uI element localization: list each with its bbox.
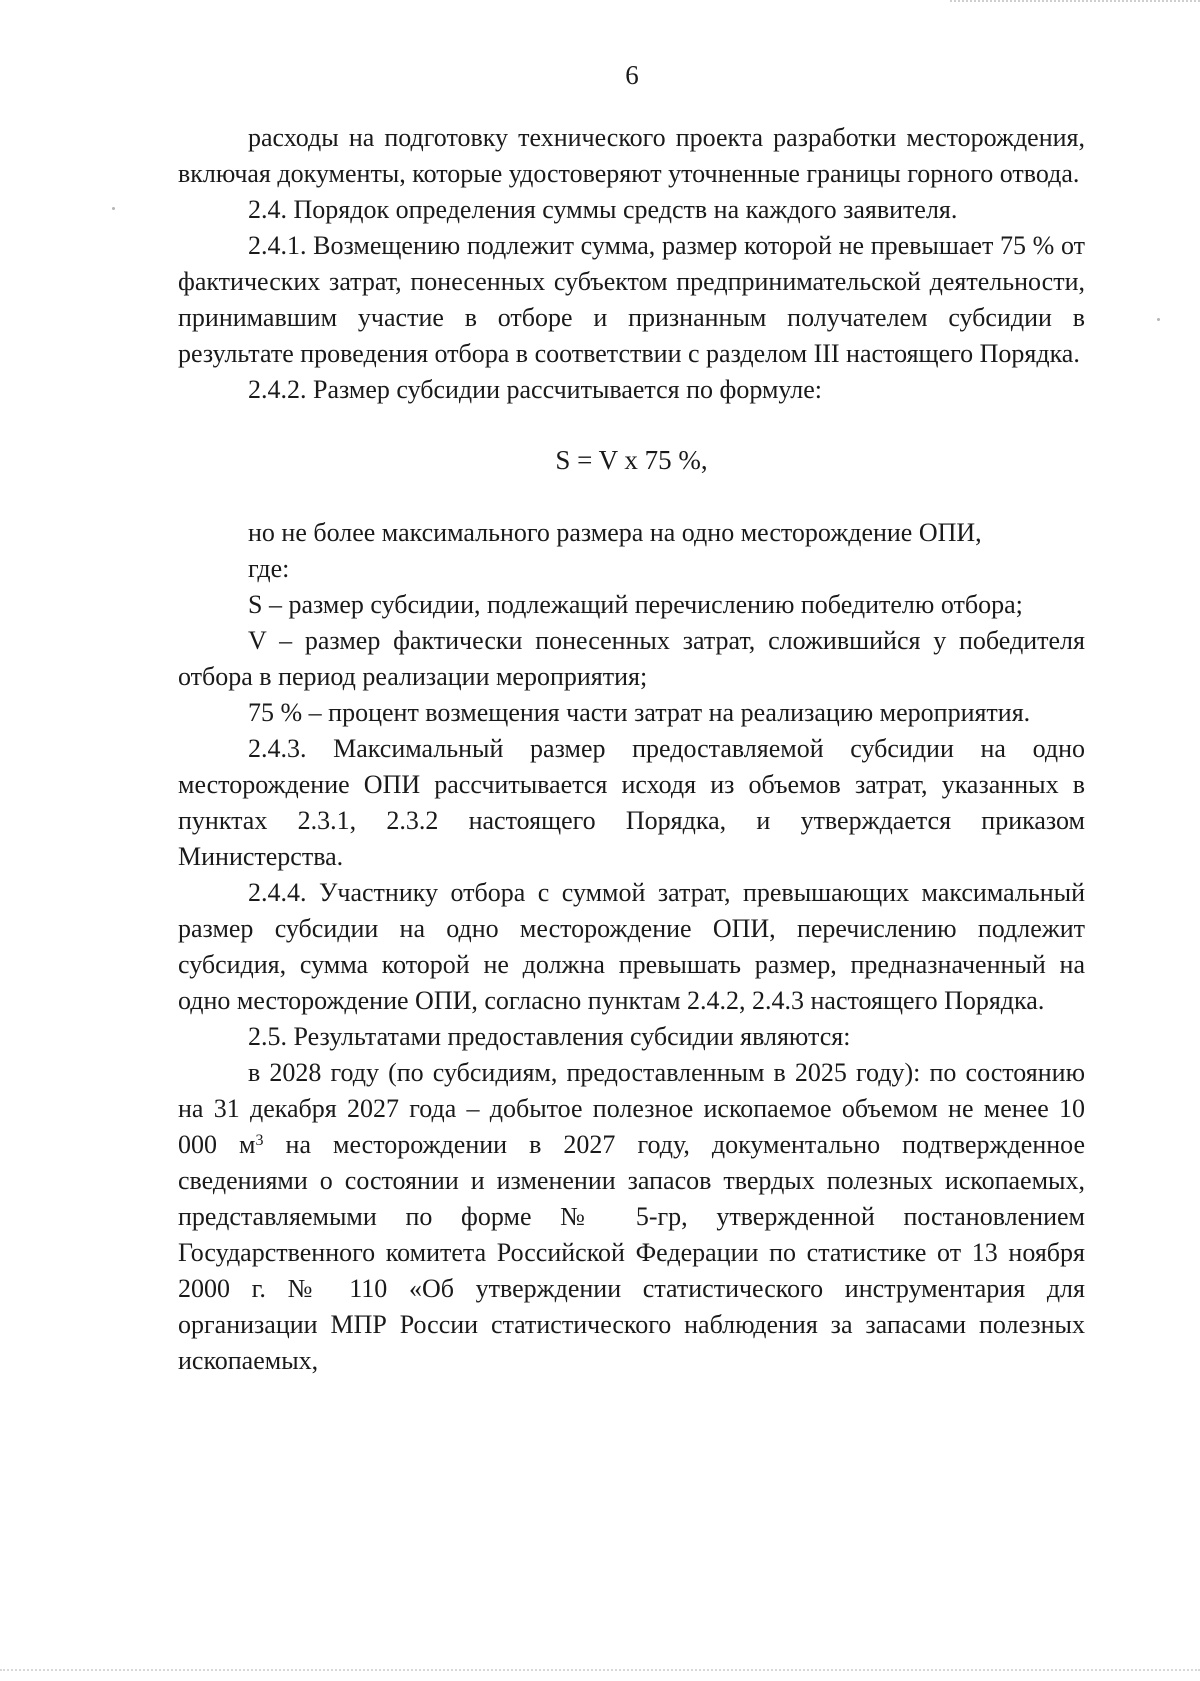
results-text-end: на месторождении в 2027 году, документально подтвержденное сведениями о состоянии и изменении запасов твердых полезных ископаемых, представляемыми по форме № 5-гр, утвержденной постановлением Государственного комитета Российской Федерации по статистике от 13 ноября 2000 г. № 110 «Об утверждении статистического инструментария для организации МПР России статистического наблюдения за запасами полезных ископаемых, <box>178 1130 1085 1375</box>
paragraph-max-limit: но не более максимального размера на одно месторождение ОПИ, <box>248 518 982 547</box>
definition-percent: 75 % – процент возмещения части затрат на реализацию мероприятия. <box>248 698 1031 727</box>
cubic-superscript: 3 <box>255 1132 264 1149</box>
results-text-start: в 2028 году (по субсидиям, предоставленным в 2025 году): по состоянию на 31 декабря 2027 года – добытое полезное ископаемое объемом не менее 10 000 м <box>178 1058 1085 1159</box>
paragraph-results-2028 <box>178 1055 1085 1379</box>
paragraph-2-4: 2.4. Порядок определения суммы средств на каждого заявителя. <box>248 195 958 224</box>
scan-speck-left <box>112 207 115 210</box>
definition-s: S – размер субсидии, подлежащий перечислению победителю отбора; <box>248 590 1023 619</box>
document-body <box>178 120 1085 1379</box>
formula-text: S = V x 75 %, <box>555 445 708 475</box>
scan-artifact-top <box>950 0 1200 4</box>
definition-v: V – размер фактически понесенных затрат, сложившийся у победителя отбора в период реализации мероприятия; <box>178 626 1085 691</box>
paragraph-2-4-3: 2.4.3. Максимальный размер предоставляемой субсидии на одно месторождение ОПИ рассчитывается исходя из объемов затрат, указанных в пунктах 2.3.1, 2.3.2 настоящего Порядка, и утверждается приказом Министерства. <box>178 734 1085 871</box>
paragraph-2-4-2: 2.4.2. Размер субсидии рассчитывается по формуле: <box>248 375 823 404</box>
paragraph-2-4-4: 2.4.4. Участнику отбора с суммой затрат, превышающих максимальный размер субсидии на одно месторождение ОПИ, перечислению подлежит субсидия, сумма которой не должна превышать размер, предназначенный на одно месторождение ОПИ, согласно пунктам 2.4.2, 2.4.3 настоящего Порядка. <box>178 878 1085 1015</box>
scan-speck-right <box>1157 318 1160 321</box>
page-number: 6 <box>625 60 639 90</box>
paragraph-where: где: <box>248 554 290 583</box>
paragraph-2-4-1: 2.4.1. Возмещению подлежит сумма, размер которой не превышает 75 % от фактических затрат, понесенных субъектом предпринимательской деятельности, принимавшим участие в отборе и признанным получателем субсидии в результате проведения отбора в соответствии с разделом III настоящего Порядка. <box>178 231 1085 368</box>
scan-artifact-bottom <box>0 1669 1200 1673</box>
paragraph-costs-continuation: расходы на подготовку технического проекта разработки месторождения, включая документы, которые удостоверяют уточненные границы горного отвода. <box>178 123 1085 188</box>
formula <box>178 442 1085 479</box>
paragraph-2-5: 2.5. Результатами предоставления субсидии являются: <box>248 1022 851 1051</box>
